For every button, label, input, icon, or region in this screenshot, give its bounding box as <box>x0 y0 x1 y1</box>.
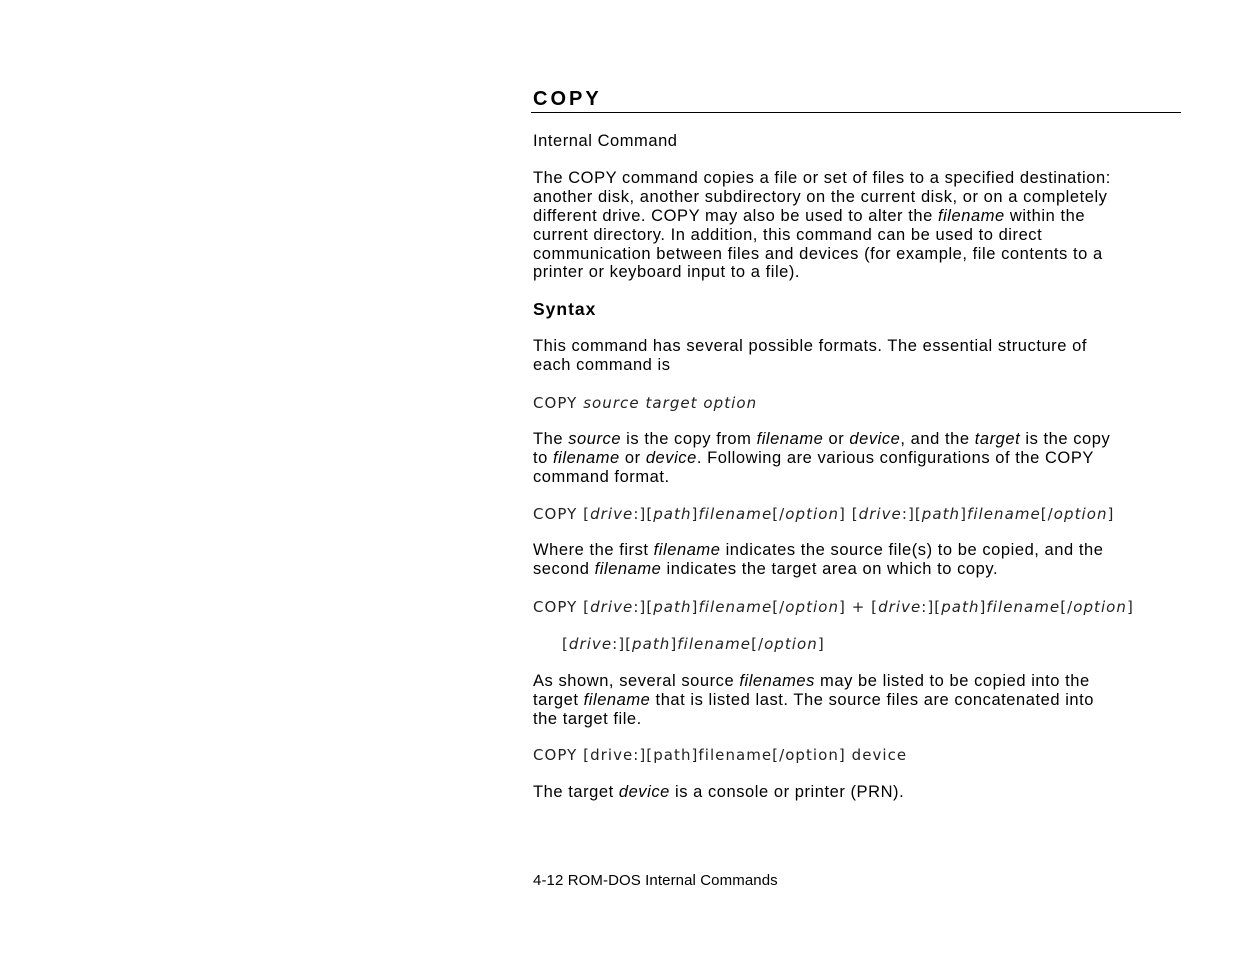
emphasis: drive <box>858 504 902 523</box>
text: the target file. <box>533 709 642 728</box>
emphasis: drive <box>590 597 634 616</box>
intro-line <box>533 207 1181 226</box>
emphasis: option <box>1053 504 1108 523</box>
text: ] <box>691 504 699 523</box>
subtitle: Internal Command <box>533 132 678 150</box>
text: ] <box>979 597 987 616</box>
text: ] <box>1107 504 1115 523</box>
syntax-heading: Syntax <box>533 299 597 320</box>
intro-line <box>533 188 1181 207</box>
text: that is listed last. The source files are concatenated into <box>650 690 1095 709</box>
text: As shown, several source <box>533 671 740 690</box>
text: or <box>823 430 850 449</box>
format1-syntax <box>533 505 1181 523</box>
text: ] [ <box>839 504 859 523</box>
text: indicates the source file(s) to be copied, and the <box>720 540 1104 559</box>
text: :][ <box>633 504 654 523</box>
emphasis: device <box>849 430 901 449</box>
format2-desc-line <box>533 710 1181 729</box>
text: different drive. COPY may also be used to alter the <box>533 206 938 225</box>
formats-intro-line: each command is <box>533 356 671 375</box>
text: COPY [ <box>533 597 591 616</box>
emphasis: drive <box>878 597 922 616</box>
emphasis: filename <box>698 504 773 523</box>
format3-syntax: COPY [drive:][path]filename[/option] device <box>533 746 908 765</box>
format1-desc-line <box>533 541 1181 560</box>
format2-continuation <box>562 635 1181 653</box>
intro-line <box>533 245 1181 264</box>
emphasis: filenames <box>739 671 815 690</box>
text: ] <box>670 634 678 653</box>
text: current directory. In addition, this command can be used to direct <box>533 225 1043 244</box>
text: ] <box>691 597 699 616</box>
format2-desc-line <box>533 691 1181 710</box>
basic-syntax <box>533 394 1181 412</box>
text: ] <box>960 504 967 523</box>
text: another disk, another subdirectory on the current disk, or on a completely <box>533 187 1108 206</box>
emphasis: path <box>921 504 961 523</box>
text: or <box>619 449 646 468</box>
emphasis: device <box>618 783 670 802</box>
text: within the <box>1004 206 1086 225</box>
text: may be listed to be copied into the <box>814 671 1090 690</box>
text: is the copy from <box>621 430 757 449</box>
text: COPY [ <box>533 504 591 523</box>
format2-syntax <box>533 598 1181 616</box>
page-content <box>533 86 1181 802</box>
text: [/ <box>772 504 786 523</box>
text: second <box>533 559 595 578</box>
emphasis: filename <box>677 634 752 653</box>
emphasis: filename <box>553 449 620 468</box>
emphasis: option <box>785 597 839 616</box>
text: to <box>533 449 553 468</box>
emphasis: path <box>632 634 671 653</box>
text: [ <box>562 634 569 653</box>
text: command format. <box>533 467 670 486</box>
emphasis: source target option <box>583 394 758 413</box>
text: , and the <box>900 430 975 449</box>
text: The target <box>533 783 619 802</box>
emphasis: target <box>974 430 1021 449</box>
text: :][ <box>921 597 942 616</box>
emphasis: option <box>764 634 818 653</box>
text: ] + [ <box>839 597 879 616</box>
text: printer or keyboard input to a file). <box>533 263 801 282</box>
text: communication between files and devices (for example, file contents to a <box>533 244 1103 263</box>
source-target-paragraph <box>533 430 1181 487</box>
emphasis: drive <box>568 634 613 653</box>
format3-description <box>533 783 1181 802</box>
text: [/ <box>1040 504 1054 523</box>
emphasis: drive <box>590 504 634 523</box>
heading-rule <box>531 112 1181 113</box>
text: . Following are various configurations of the COPY <box>696 449 1094 468</box>
emphasis: filename <box>594 559 662 578</box>
text: ] <box>817 634 825 653</box>
heading-block <box>533 86 1181 114</box>
intro-line <box>533 226 1181 245</box>
text: The <box>533 430 569 449</box>
text: is the copy <box>1020 430 1111 449</box>
emphasis: device <box>645 449 697 468</box>
source-target-line <box>533 430 1181 449</box>
source-target-line <box>533 449 1181 468</box>
text: ] <box>1126 597 1134 616</box>
format2-desc-line <box>533 672 1181 691</box>
format2-description <box>533 672 1181 729</box>
text: is a console or printer (PRN). <box>669 783 905 802</box>
text: COPY <box>533 394 584 413</box>
formats-intro <box>533 337 1181 375</box>
text: The COPY command copies a file or set of files to a specified destination: <box>533 168 1111 187</box>
emphasis: option <box>785 504 839 523</box>
page-footer: 4-12 ROM-DOS Internal Commands <box>533 872 778 889</box>
source-target-line <box>533 468 1181 487</box>
text: Where the first <box>533 540 654 559</box>
emphasis: path <box>653 597 692 616</box>
intro-line <box>533 263 1181 282</box>
intro-paragraph <box>533 169 1181 282</box>
intro-line <box>533 169 1181 188</box>
formats-intro-line: This command has several possible formats. The essential structure of <box>533 337 1087 356</box>
text: :][ <box>901 504 922 523</box>
text: :][ <box>612 634 633 653</box>
emphasis: source <box>568 430 622 449</box>
emphasis: filename <box>966 504 1041 523</box>
text: target <box>533 690 584 709</box>
emphasis: option <box>1073 597 1127 616</box>
text: [/ <box>751 634 765 653</box>
text: :][ <box>633 597 654 616</box>
emphasis: filename <box>583 690 651 709</box>
emphasis: filename <box>986 597 1061 616</box>
text: indicates the target area on which to copy. <box>661 559 999 578</box>
emphasis: filename <box>653 540 721 559</box>
emphasis: path <box>941 597 980 616</box>
format1-desc-line <box>533 560 1181 579</box>
page-title: COPY <box>533 88 602 110</box>
emphasis: filename <box>756 430 824 449</box>
emphasis: path <box>653 504 692 523</box>
format1-description <box>533 541 1181 579</box>
text: [/ <box>1060 597 1074 616</box>
emphasis: filename <box>698 597 773 616</box>
text: [/ <box>772 597 786 616</box>
emphasis: filename <box>937 206 1005 225</box>
